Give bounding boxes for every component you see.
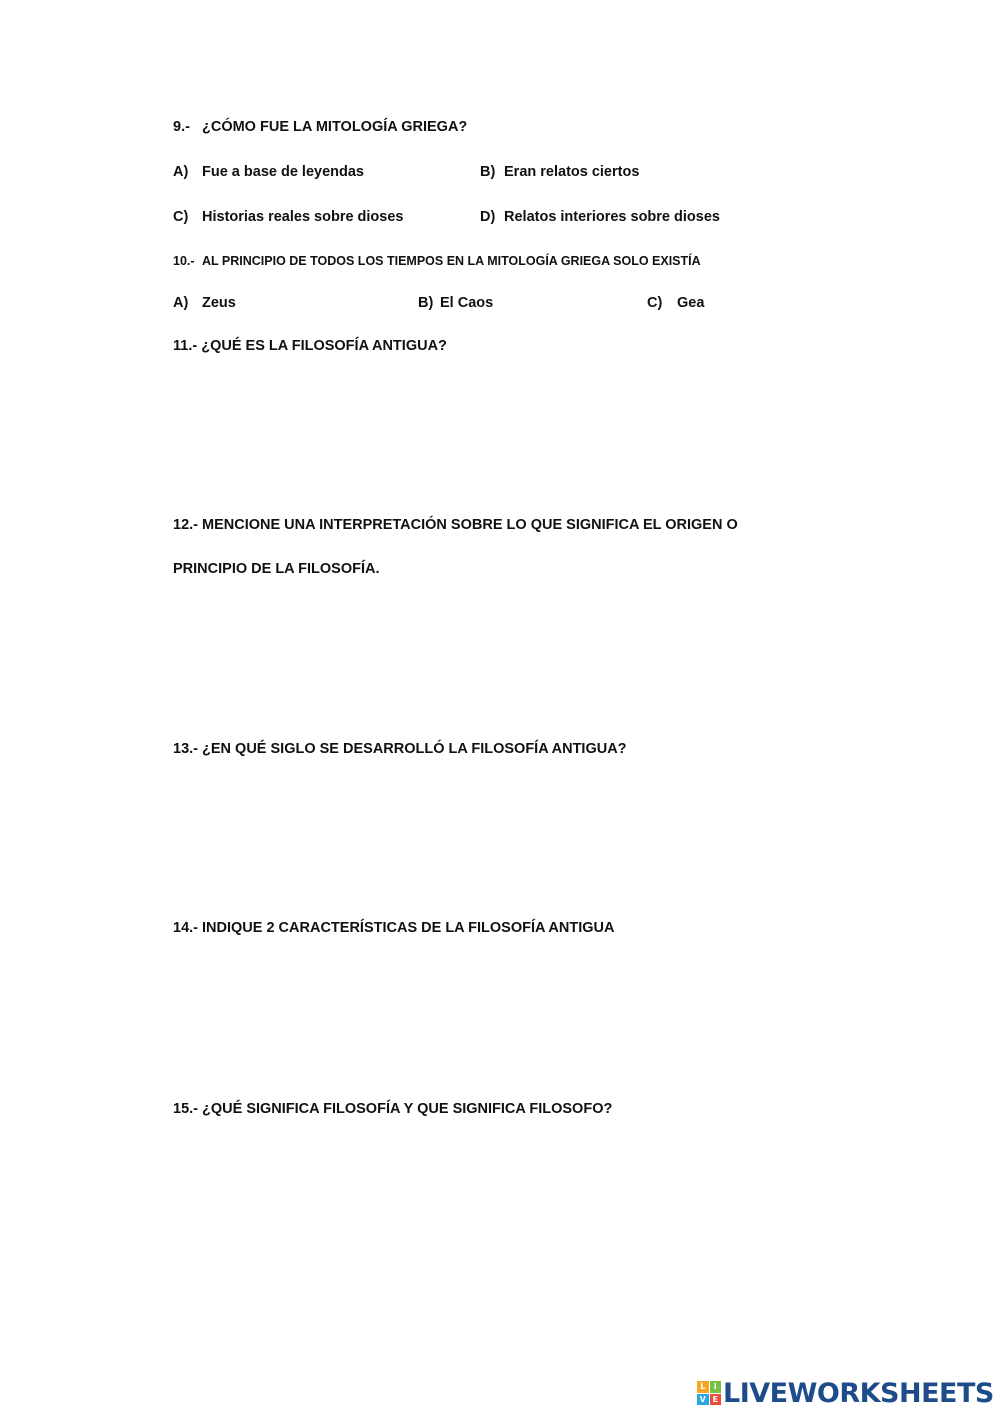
q10-option-b-letter: B) (418, 295, 434, 311)
answer-area-15[interactable] (173, 1130, 773, 1310)
answer-area-11[interactable] (173, 365, 773, 505)
q9-option-a-letter: A) (173, 164, 189, 180)
question-15: 15.- ¿QUÉ SIGNIFICA FILOSOFÍA Y QUE SIGNIFICA FILOSOFO? (173, 1101, 613, 1117)
liveworksheets-logo[interactable] (697, 1378, 994, 1408)
q10-option-b[interactable] (418, 296, 493, 311)
answer-area-13[interactable] (173, 770, 773, 910)
logo-mark-tile-2: I (710, 1381, 722, 1393)
question-9-number: 9.- (173, 119, 190, 135)
logo-mark-tile-4: E (710, 1394, 722, 1406)
question-12-line-2: PRINCIPIO DE LA FILOSOFÍA. (173, 561, 380, 577)
q10-option-b-text: El Caos (440, 295, 494, 311)
q10-option-c-letter: C) (647, 295, 663, 311)
q9-option-b[interactable] (480, 165, 639, 180)
q9-option-c[interactable] (173, 210, 404, 225)
liveworksheets-logo-text: LIVEWORKSHEETS (723, 1377, 994, 1409)
question-13: 13.- ¿EN QUÉ SIGLO SE DESARROLLÓ LA FILOSOFÍA ANTIGUA? (173, 741, 627, 757)
q10-option-a-text: Zeus (202, 295, 236, 311)
logo-mark-tile-3: V (697, 1394, 709, 1406)
q9-option-a[interactable] (173, 165, 364, 180)
question-9 (173, 120, 467, 135)
q9-option-b-letter: B) (480, 164, 496, 180)
question-9-text: ¿CÓMO FUE LA MITOLOGÍA GRIEGA? (202, 119, 468, 135)
question-10-text: AL PRINCIPIO DE TODOS LOS TIEMPOS EN LA MITOLOGÍA GRIEGA SOLO EXISTÍA (202, 254, 701, 268)
question-12-line-1: 12.- MENCIONE UNA INTERPRETACIÓN SOBRE LO QUE SIGNIFICA EL ORIGEN O (173, 517, 738, 533)
q10-option-c[interactable] (647, 296, 704, 311)
q9-option-b-text: Eran relatos ciertos (504, 164, 640, 180)
q9-option-d-letter: D) (480, 209, 496, 225)
q10-option-a-letter: A) (173, 295, 189, 311)
q10-option-a[interactable] (173, 296, 236, 311)
q9-option-d-text: Relatos interiores sobre dioses (504, 209, 720, 225)
q10-option-c-text: Gea (677, 295, 705, 311)
question-11: 11.- ¿QUÉ ES LA FILOSOFÍA ANTIGUA? (173, 338, 447, 354)
liveworksheets-logo-icon (697, 1381, 721, 1405)
q9-option-d[interactable] (480, 210, 720, 225)
q9-option-c-letter: C) (173, 209, 189, 225)
q9-option-a-text: Fue a base de leyendas (202, 164, 364, 180)
logo-mark-tile-1: L (697, 1381, 709, 1393)
question-14: 14.- INDIQUE 2 CARACTERÍSTICAS DE LA FILOSOFÍA ANTIGUA (173, 920, 615, 936)
question-10-number: 10.- (173, 254, 195, 268)
answer-area-14[interactable] (173, 950, 773, 1090)
question-10 (173, 255, 701, 268)
q9-option-c-text: Historias reales sobre dioses (202, 209, 404, 225)
answer-area-12[interactable] (173, 590, 773, 730)
